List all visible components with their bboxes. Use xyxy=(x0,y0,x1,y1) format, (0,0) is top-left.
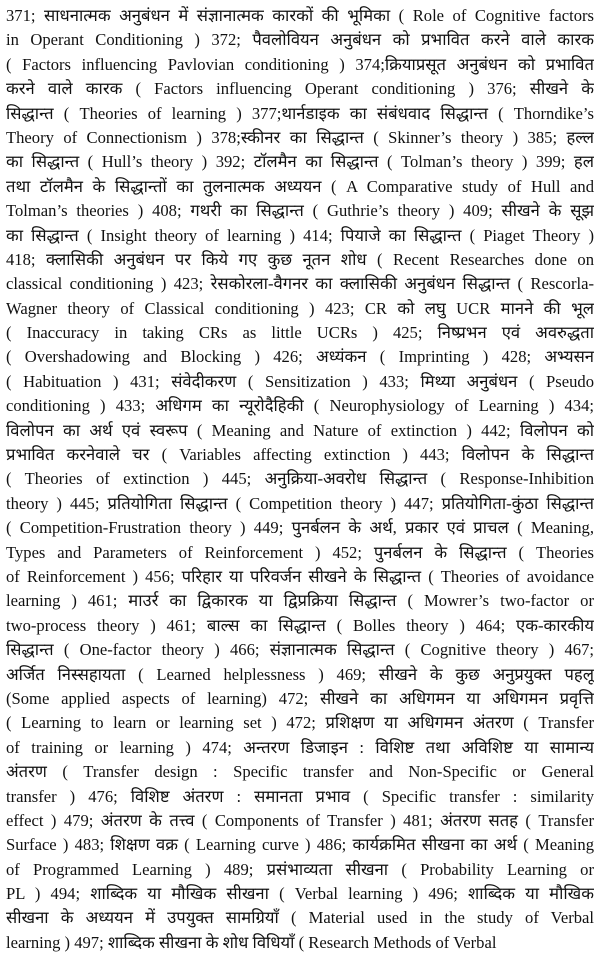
text-line: ( Competition-Frustration theory ) 449; पुनर्बलन के अर्थ, प्रकार एवं प्राचल ( Meaning, xyxy=(6,518,594,538)
text-line: of Programmed Learning ) 489; प्रसंभाव्यता सीखना ( Probability Learning or xyxy=(6,859,594,879)
text-line: Tolman’s theories ) 408; गथरी का सिद्धान्त ( Guthrie’s theory ) 409; सीखने के सूझ xyxy=(6,201,594,221)
text-line: PL ) 494; शाब्दिक या मौखिक सीखना ( Verbal learning ) 496; शाब्दिक या मौखिक xyxy=(6,884,594,904)
text-line: ( Inaccuracy in taking CRs as little UCRs ) 425; निष्प्रभन एवं अवरुद्धता xyxy=(6,323,594,343)
text-line: प्रभावित करनेवाले चर ( Variables affecting extinction ) 443; विलोपन के सिद्धान्त xyxy=(6,445,594,465)
text-line: learning ) 461; माउर्र का द्विकारक या द्विप्रक्रिया सिद्धान्त ( Mowrer’s two-factor or xyxy=(6,591,594,611)
text-line: सीखना के अध्ययन में उपयुक्त सामग्रियाँ ( Material used in the study of Verbal xyxy=(6,908,594,928)
text-line: सिद्धान्त ( One-factor theory ) 466; संज्ञानात्मक सिद्धान्त ( Cognitive theory ) 467; xyxy=(6,640,594,660)
text-line: effect ) 479; अंतरण के तत्त्व ( Components of Transfer ) 481; अंतरण सतह ( Transfer xyxy=(6,810,594,830)
text-line: Wagner theory of Classical conditioning ) 423; CR को लघु UCR मानने की भूल xyxy=(6,298,594,318)
text-line: ( Theories of extinction ) 445; अनुक्रिया-अवरोध सिद्धान्त ( Response-Inhibition xyxy=(6,469,594,489)
text-line: two-process theory ) 461; बाल्स का सिद्धान्त ( Bolles theory ) 464; एक-कारकीय xyxy=(6,615,594,635)
text-line: सिद्धान्त ( Theories of learning ) 377;थार्नडाइक का संबंधवाद सिद्धान्त ( Thorndike’s xyxy=(6,103,594,123)
text-line: का सिद्धान्त ( Hull’s theory ) 392; टॉलमैन का सिद्धान्त ( Tolman’s theory ) 399; हल xyxy=(6,152,594,172)
text-line: ( Factors influencing Pavlovian conditioning ) 374;क्रियाप्रसूत अनुबंधन को प्रभावित xyxy=(6,54,594,74)
text-line: of Reinforcement ) 456; परिहार या परिवर्जन सीखने के सिद्धान्त ( Theories of avoidance xyxy=(6,566,594,586)
text-line: ( Learning to learn or learning set ) 472; प्रशिक्षण या अधिगमन अंतरण ( Transfer xyxy=(6,713,594,733)
text-line: of training or learning ) 474; अन्तरण डिजाइन : विशिष्ट तथा अविशिष्ट या सामान्य xyxy=(6,737,594,757)
text-line: classical conditioning ) 423; रेसकोरला-वैगनर का क्लासिकी अनुबंधन सिद्धान्त ( Rescorla- xyxy=(6,274,594,294)
text-line: अर्जित निस्सहायता ( Learned helplessness ) 469; सीखने के कुछ अनुप्रयुक्त पहलू xyxy=(6,664,594,684)
text-line: ( Overshadowing and Blocking ) 426; अध्यंकन ( Imprinting ) 428; अभ्यसन xyxy=(6,347,594,367)
text-line: learning ) 497; शाब्दिक सीखना के शोध विधियाँ ( Research Methods of Verbal xyxy=(6,932,497,952)
text-line: in Operant Conditioning ) 372; पैवलोवियन अनुबंधन को प्रभावित करने वाले कारक xyxy=(6,30,594,50)
text-line: Types and Parameters of Reinforcement ) 452; पुनर्बलन के सिद्धान्त ( Theories xyxy=(6,542,594,562)
text-line: transfer ) 476; विशिष्ट अंतरण : समानता प्रभाव ( Specific transfer : similarity xyxy=(6,786,594,806)
text-line: 371; साधनात्मक अनुबंधन में संज्ञानात्मक कारकों की भूमिका ( Role of Cognitive factors xyxy=(6,6,594,25)
text-line: अंतरण ( Transfer design : Specific transfer and Non-Specific or General xyxy=(6,762,594,782)
body-paragraph xyxy=(6,4,594,955)
text-line: का सिद्धान्त ( Insight theory of learning ) 414; पियाजे का सिद्धान्त ( Piaget Theory ) xyxy=(6,225,594,245)
text-line: Surface ) 483; शिक्षण वक्र ( Learning curve ) 486; कार्यक्रमित सीखना का अर्थ ( Meaning xyxy=(6,835,594,855)
text-line: conditioning ) 433; अधिगम का न्यूरोदैहिकी ( Neurophysiology of Learning ) 434; xyxy=(6,396,594,416)
text-line: theory ) 445; प्रतियोगिता सिद्धान्त ( Competition theory ) 447; प्रतियोगिता-कुंठा सिद्धान्त xyxy=(6,493,594,513)
text-line: Theory of Connectionism ) 378;स्कीनर का सिद्धान्त ( Skinner’s theory ) 385; हल्ल xyxy=(6,127,594,147)
text-line: करने वाले कारक ( Factors influencing Operant conditioning ) 376; सीखने के xyxy=(6,79,594,99)
text-line: विलोपन का अर्थ एवं स्वरूप ( Meaning and Nature of extinction ) 442; विलोपन को xyxy=(6,420,594,440)
text-line: ( Habituation ) 431; संवेदीकरण ( Sensitization ) 433; मिथ्या अनुबंधन ( Pseudo xyxy=(6,371,594,391)
text-line: (Some applied aspects of learning) 472; सीखने का अधिगमन या अधिगमन प्रवृत्ति xyxy=(6,688,594,708)
text-line: 418; क्लासिकी अनुबंधन पर किये गए कुछ नूतन शोध ( Recent Researches done on xyxy=(6,249,594,269)
text-line: तथा टॉलमैन के सिद्धान्तों का तुलनात्मक अध्ययन ( A Comparative study of Hull and xyxy=(6,176,594,196)
